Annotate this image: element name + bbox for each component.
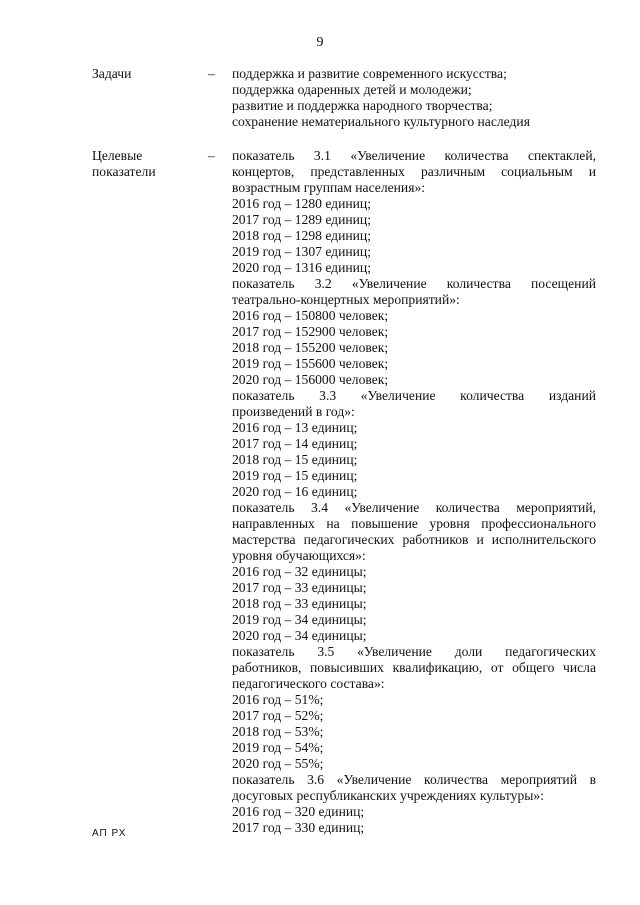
indicator-line: показатель 3.4 «Увеличение количества мероприятий, xyxy=(232,500,596,515)
indicator-line: 2017 год – 152900 человек; xyxy=(232,324,389,339)
indicator-line: 2018 год – 155200 человек; xyxy=(232,340,389,355)
indicator-line: 2018 год – 15 единиц; xyxy=(232,452,358,467)
indicator-line: работников, повысивших квалификацию, от общего числа xyxy=(232,660,596,675)
task-item: поддержка и развитие современного искусства; xyxy=(232,66,507,81)
indicators-label-line: Целевые xyxy=(92,148,143,163)
indicator-line: 2016 год – 13 единиц; xyxy=(232,420,358,435)
indicator-line: 2018 год – 1298 единиц; xyxy=(232,228,371,243)
indicator-line: 2016 год – 150800 человек; xyxy=(232,308,389,323)
indicator-line: 2017 год – 330 единиц; xyxy=(232,820,365,835)
indicator-line: 2020 год – 1316 единиц; xyxy=(232,260,371,275)
indicator-line: показатель 3.3 «Увеличение количества изданий xyxy=(232,388,596,403)
indicators-label-line: показатели xyxy=(92,164,156,179)
task-item: сохранение нематериального культурного наследия xyxy=(232,114,530,129)
tasks-dash: – xyxy=(208,66,215,81)
indicator-line: 2017 год – 33 единицы; xyxy=(232,580,367,595)
tasks-list xyxy=(232,66,596,130)
indicator-line: 2019 год – 15 единиц; xyxy=(232,468,358,483)
indicators-dash: – xyxy=(208,148,215,163)
task-item: поддержка одаренных детей и молодежи; xyxy=(232,82,472,97)
indicator-line: 2018 год – 33 единицы; xyxy=(232,596,367,611)
indicator-line: концертов, представленных различным социальным и xyxy=(232,164,596,179)
indicator-line: 2020 год – 156000 человек; xyxy=(232,372,389,387)
indicator-line: 2020 год – 55%; xyxy=(232,756,324,771)
page-number: 9 xyxy=(316,35,324,50)
indicator-line: показатель 3.1 «Увеличение количества спектаклей, xyxy=(232,148,596,163)
indicator-line: 2019 год – 34 единицы; xyxy=(232,612,367,627)
indicator-line: 2016 год – 32 единицы; xyxy=(232,564,367,579)
indicator-line: мастерства педагогических работников и исполнительского xyxy=(232,532,596,547)
indicator-line: 2017 год – 1289 единиц; xyxy=(232,212,371,227)
indicators-list xyxy=(232,148,596,836)
indicator-line: 2020 год – 16 единиц; xyxy=(232,484,358,499)
indicator-line: 2016 год – 320 единиц; xyxy=(232,804,365,819)
indicator-line: театрально-концертных мероприятий»: xyxy=(232,292,460,307)
indicator-line: 2019 год – 1307 единиц; xyxy=(232,244,371,259)
indicator-line: досуговых республиканских учреждениях культуры»: xyxy=(232,788,544,803)
indicator-line: показатель 3.2 «Увеличение количества посещений xyxy=(232,276,596,291)
task-item: развитие и поддержка народного творчества; xyxy=(232,98,493,113)
indicator-line: возрастным группам населения»: xyxy=(232,180,426,195)
indicator-line: показатель 3.6 «Увеличение количества мероприятий в xyxy=(232,772,596,787)
indicator-line: 2018 год – 53%; xyxy=(232,724,324,739)
indicator-line: 2017 год – 52%; xyxy=(232,708,324,723)
indicator-line: показатель 3.5 «Увеличение доли педагогических xyxy=(232,644,596,659)
indicator-line: 2019 год – 155600 человек; xyxy=(232,356,389,371)
indicator-line: 2019 год – 54%; xyxy=(232,740,324,755)
footer-code: АП РХ xyxy=(92,828,127,839)
indicators-label xyxy=(92,148,202,180)
tasks-label: Задачи xyxy=(92,66,132,81)
indicator-line: педагогического состава»: xyxy=(232,676,385,691)
indicator-line: 2016 год – 51%; xyxy=(232,692,324,707)
indicator-line: 2020 год – 34 единицы; xyxy=(232,628,367,643)
indicator-line: направленных на повышение уровня профессионального xyxy=(232,516,596,531)
indicator-line: 2017 год – 14 единиц; xyxy=(232,436,358,451)
indicator-line: 2016 год – 1280 единиц; xyxy=(232,196,371,211)
indicator-line: уровня обучающихся»: xyxy=(232,548,366,563)
indicator-line: произведений в год»: xyxy=(232,404,355,419)
